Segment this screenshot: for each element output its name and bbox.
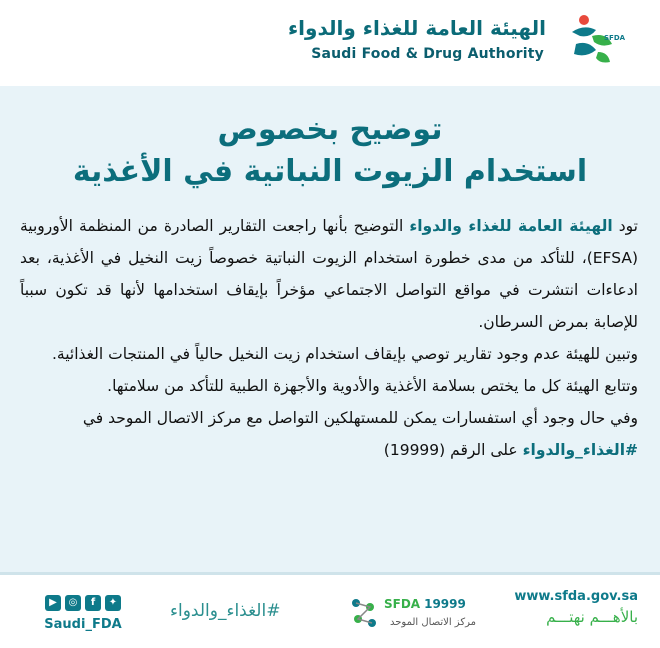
announcement-panel: [0, 86, 660, 572]
instagram-icon[interactable]: ◎: [65, 595, 81, 611]
authority-name: الهيئة العامة للغذاء والدواء: [409, 217, 613, 235]
page-title: توضيح بخصوص: [217, 112, 443, 147]
paragraph-3: وتتابع الهيئة كل ما يختص بسلامة الأغذية والأدوية والأجهزة الطبية للتأكد من سلامتها.: [107, 377, 638, 395]
footer-hashtag[interactable]: #الغذاء_والدواء: [170, 601, 281, 621]
website-block: [514, 589, 638, 626]
youtube-icon[interactable]: ▶: [45, 595, 61, 611]
sfda-logo-icon: [562, 10, 626, 70]
paragraph-5: [20, 434, 638, 466]
call-center: [348, 591, 478, 639]
announcement-body: [20, 210, 638, 466]
social-links: [38, 595, 128, 635]
twitter-icon[interactable]: ✦: [105, 595, 121, 611]
page-subtitle: استخدام الزيوت النباتية في الأغذية: [72, 154, 588, 189]
paragraph-1-pre: تود: [612, 217, 638, 235]
paragraph-1: [20, 210, 638, 338]
website-link[interactable]: www.sfda.gov.sa: [514, 589, 638, 604]
logo-badge: SFDA: [604, 34, 626, 42]
call-center-brand: SFDA: [384, 597, 421, 611]
sfda-logo: [30, 10, 630, 74]
paragraph-4: وفي حال وجود أي استفسارات يمكن للمستهلكين التواصل مع مركز الاتصال الموحد في: [82, 409, 638, 427]
call-center-digits: 19999: [424, 597, 466, 611]
page-footer: [0, 572, 660, 648]
org-name-en: Saudi Food & Drug Authority: [311, 46, 544, 62]
facebook-icon[interactable]: f: [85, 595, 101, 611]
org-name-ar: الهيئة العامة للغذاء والدواء: [287, 16, 546, 40]
call-center-number[interactable]: [384, 597, 466, 611]
call-center-icon: [348, 595, 380, 631]
paragraph-5-post: على الرقم (19999): [383, 441, 523, 459]
call-center-label: مركز الاتصال الموحد: [390, 617, 476, 628]
paragraph-2: وتبين للهيئة عدم وجود تقارير توصي بإيقاف استخدام زيت النخيل حالياً في المنتجات الغذائية.: [52, 345, 638, 363]
social-handle[interactable]: Saudi_FDA: [44, 617, 122, 632]
hashtag-inline[interactable]: #الغذاء_والدواء: [522, 441, 638, 459]
slogan: بالأهـــم نهتـــم: [546, 608, 638, 626]
page-header: [0, 0, 660, 83]
paragraph-1-post: التوضيح بأنها راجعت التقارير الصادرة من المنظمة الأوروبية (EFSA)، للتأكد من مدى خطورة استخدام الزيوت النباتية خصوصاً زيت النخيل في الأغذية، بعد ادعاءات انتشرت في مواقع التواصل الاجتماعي مؤخراً بإيقاف استخدامها لأنها قد تكون سبباً للإصابة بمرض السرطان.: [20, 217, 638, 331]
